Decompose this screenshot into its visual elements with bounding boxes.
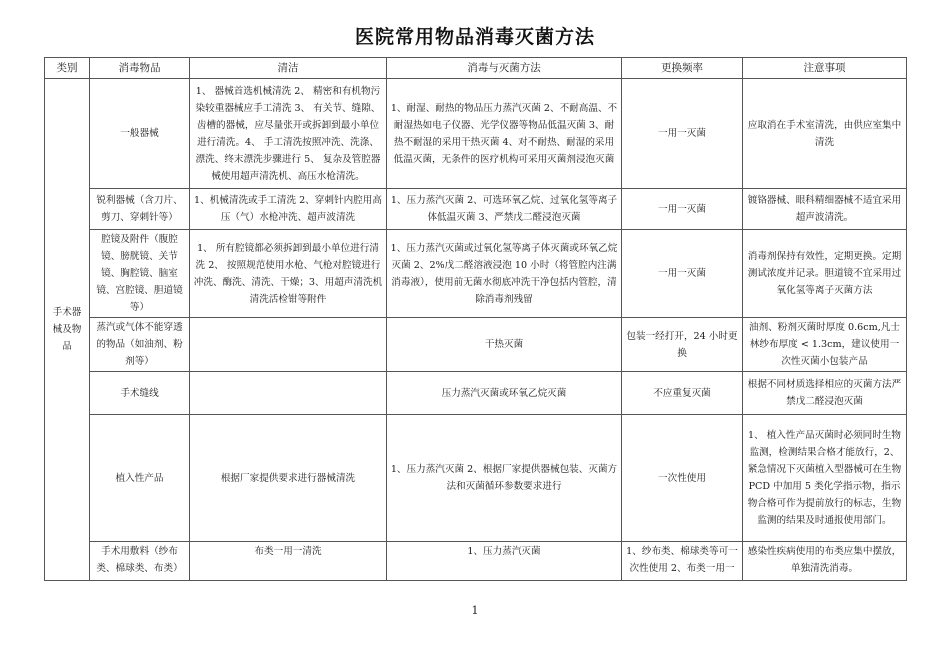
method-cell: 1、压力蒸汽灭菌 (387, 542, 622, 581)
method-cell: 1、压力蒸汽灭菌或过氧化氢等离子体灭菌或环氧乙烷灭菌 2、2%戊二醛溶液浸泡 10 小时（将管腔内注满消毒液），使用前无菌水彻底冲洗干净包括内管腔，清除消毒剂残留 (387, 230, 622, 318)
cleaning-cell: 根据厂家提供要求进行器械清洗 (190, 415, 387, 542)
frequency-cell: 一用一灭菌 (622, 189, 743, 230)
method-cell: 1、压力蒸汽灭菌 2、可选环氧乙烷、过氧化氢等离子体低温灭菌 3、严禁戊二醛浸泡灭菌 (387, 189, 622, 230)
item-cell: 锐利器械（含刀片、剪刀、穿刺针等） (90, 189, 190, 230)
method-cell: 1、耐湿、耐热的物品压力蒸汽灭菌 2、不耐高温、不耐湿热如电子仪器、光学仪器等物品低温灭菌 3、耐热不耐湿的采用干热灭菌 4、对不耐热、耐湿的采用低温灭菌，无条件的医疗机构可采用灭菌剂浸泡灭菌 (387, 79, 622, 189)
cleaning-cell: 1、 器械首选机械清洗 2、 精密和有机物污染较重器械应手工清洗 3、 有关节、缝隙、齿槽的器械，应尽量张开或拆卸到最小单位进行清洗。4、 手工清洗按照冲洗、洗涤、漂洗、终末漂洗步骤进行 5、 复杂及管腔器械使用超声清洗机、高压水枪清洗。 (190, 79, 387, 189)
frequency-cell: 不应重复灭菌 (622, 372, 743, 415)
item-cell: 手术用敷料（纱布类、棉球类、布类） (90, 542, 190, 581)
notes-cell: 镀铬器械、眼科精细器械不适宜采用超声波清洗。 (743, 189, 907, 230)
frequency-cell: 一用一灭菌 (622, 230, 743, 318)
header-item: 消毒物品 (90, 58, 190, 79)
page-title: 医院常用物品消毒灭菌方法 (354, 26, 595, 48)
notes-cell: 1、 植入性产品灭菌时必须同时生物监测，检测结果合格才能放行，2、紧急情况下灭菌植入型器械可在生物 PCD 中加用 5 类化学指示物，指示物合格可作为提前放行的标志，生物监测的结果及时通报使用部门。 (743, 415, 907, 542)
cleaning-cell: 布类一用一清洗 (190, 542, 387, 581)
notes-cell: 感染性疾病使用的布类应集中摆放，单独清洗消毒。 (743, 542, 907, 581)
method-cell: 干热灭菌 (387, 318, 622, 372)
table-row (45, 372, 907, 415)
item-cell: 植入性产品 (90, 415, 190, 542)
frequency-cell: 一次性使用 (622, 415, 743, 542)
frequency-cell: 包装一经打开，24 小时更换 (622, 318, 743, 372)
header-category: 类别 (45, 58, 90, 79)
table-row (45, 79, 907, 189)
item-cell: 一般器械 (90, 79, 190, 189)
category-cell: 手术器械及物品 (45, 79, 90, 581)
item-cell: 腔镜及附件（腹腔镜、膀胱镜、关节镜、胸腔镜、脑室镜、宫腔镜、胆道镜等） (90, 230, 190, 318)
disinfection-table (44, 57, 907, 581)
notes-cell: 消毒剂保持有效性，定期更换。定期测试浓度并记录。胆道镜不宜采用过氧化氢等离子灭菌方法 (743, 230, 907, 318)
table-header-row (45, 58, 907, 79)
item-cell: 蒸汽或气体不能穿透的物品（如油剂、粉剂等） (90, 318, 190, 372)
table-row (45, 189, 907, 230)
notes-cell: 应取消在手术室清洗，由供应室集中清洗 (743, 79, 907, 189)
header-frequency: 更换频率 (622, 58, 743, 79)
notes-cell: 根据不同材质选择相应的灭菌方法严禁戊二醛浸泡灭菌 (743, 372, 907, 415)
header-notes: 注意事项 (743, 58, 907, 79)
frequency-cell: 一用一灭菌 (622, 79, 743, 189)
table-row (45, 318, 907, 372)
table-row (45, 542, 907, 581)
cleaning-cell (190, 372, 387, 415)
header-method: 消毒与灭菌方法 (387, 58, 622, 79)
table-row (45, 415, 907, 542)
item-cell: 手术缝线 (90, 372, 190, 415)
header-cleaning: 清洁 (190, 58, 387, 79)
notes-cell: 油剂、粉剂灭菌时厚度 0.6cm,凡士林纱布厚度 < 1.3cm，建议使用一次性灭菌小包装产品 (743, 318, 907, 372)
page-number: 1 (471, 604, 479, 617)
method-cell: 压力蒸汽灭菌或环氧乙烷灭菌 (387, 372, 622, 415)
frequency-cell: 1、纱布类、棉球类等可一次性使用 2、布类一用一 (622, 542, 743, 581)
cleaning-cell: 1、 所有腔镜都必须拆卸到最小单位进行清洗 2、 按照规范使用水枪、气枪对腔镜进行冲洗、酶洗、清洗、干燥；3、用超声清洗机清洗活检钳等附件 (190, 230, 387, 318)
cleaning-cell (190, 318, 387, 372)
cleaning-cell: 1、机械清洗或手工清洗 2、穿刺针内腔用高压（气）水枪冲洗、超声波清洗 (190, 189, 387, 230)
method-cell: 1、压力蒸汽灭菌 2、根据厂家提供器械包装、灭菌方法和灭菌循环参数要求进行 (387, 415, 622, 542)
table-row (45, 230, 907, 318)
